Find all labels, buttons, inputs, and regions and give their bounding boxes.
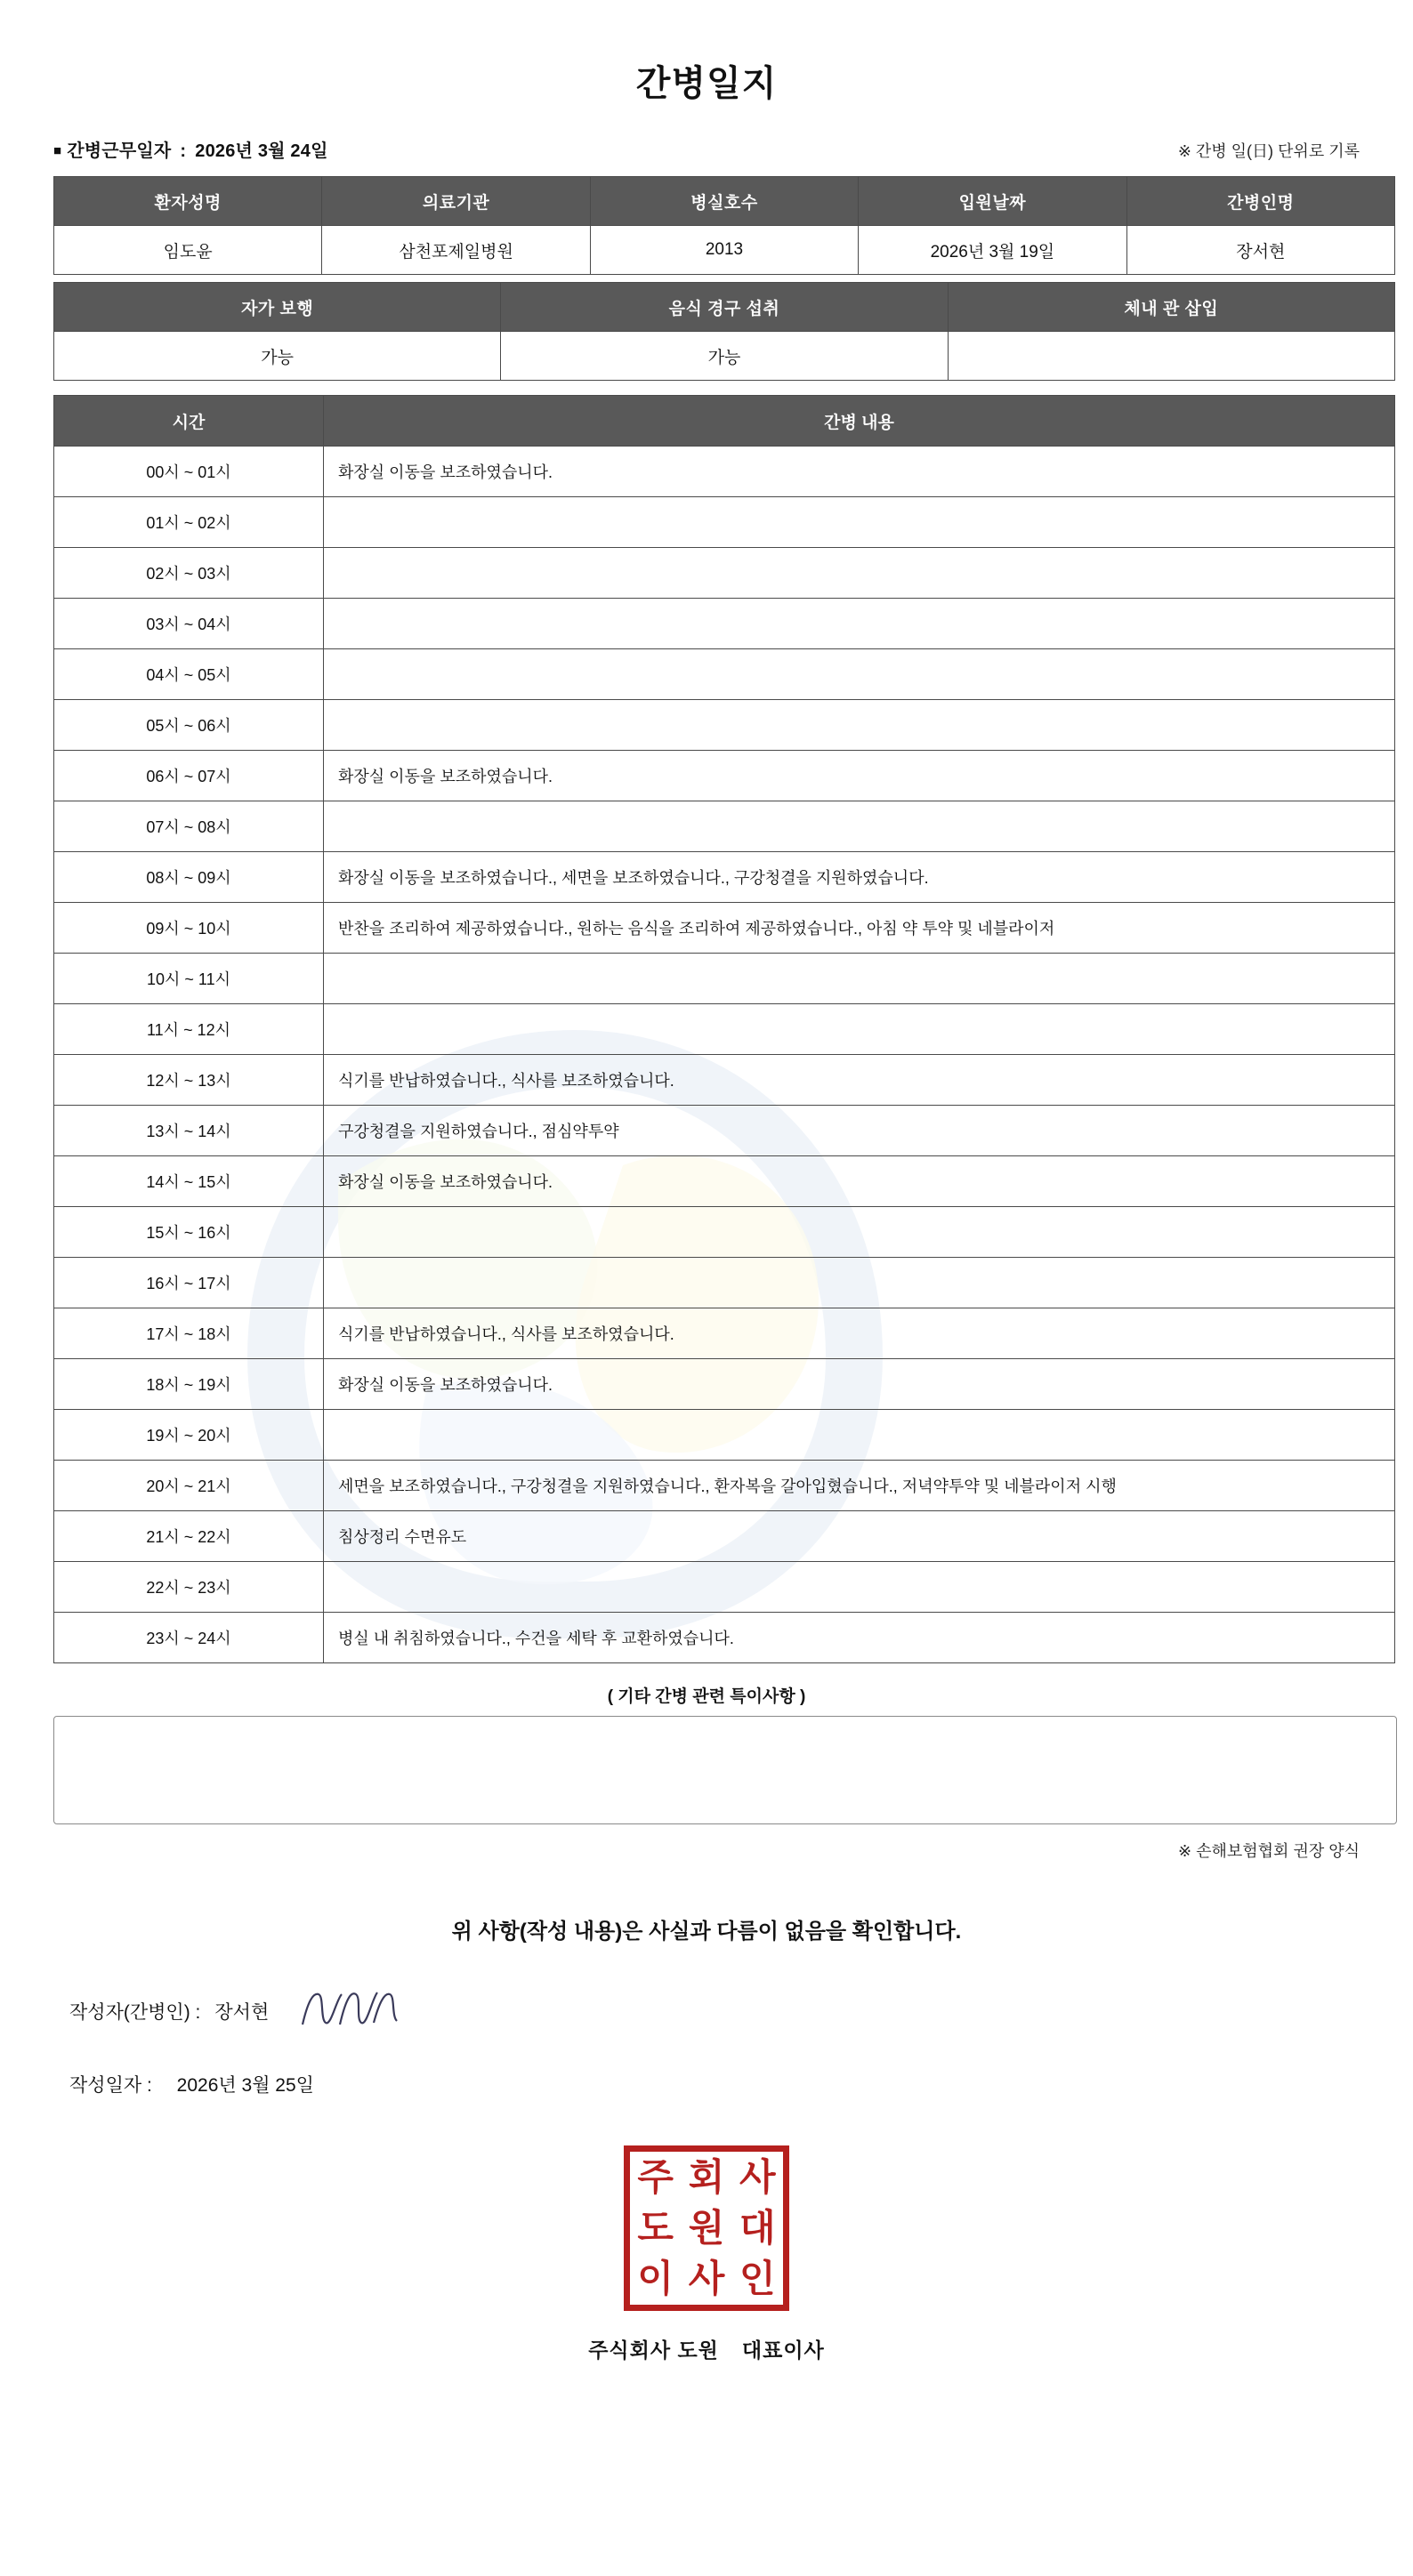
date-label: 작성일자 :	[69, 2075, 152, 2096]
care-time-cell: 23시 ~ 24시	[54, 1613, 324, 1663]
seal-char: 주	[637, 2155, 674, 2198]
care-time-cell: 17시 ~ 18시	[54, 1308, 324, 1359]
table-row	[54, 954, 1395, 1004]
table-row-header	[54, 177, 1395, 226]
care-note-cell[interactable]	[324, 599, 1395, 649]
table-row	[54, 497, 1395, 548]
author-signature-line	[69, 1987, 1377, 2035]
col-header-self-walking: 자가 보행	[54, 283, 501, 332]
care-note-cell[interactable]	[324, 1562, 1395, 1613]
table-row	[54, 1308, 1395, 1359]
table-row-header	[54, 396, 1395, 447]
care-note-cell[interactable]	[324, 700, 1395, 751]
table-row	[54, 226, 1395, 275]
care-time-cell: 07시 ~ 08시	[54, 801, 324, 852]
col-header-caregiver-name: 간병인명	[1126, 177, 1394, 226]
value-oral-intake: 가능	[501, 332, 948, 381]
col-header-tube-insertion: 체내 관 삽입	[948, 283, 1394, 332]
table-row	[54, 700, 1395, 751]
care-time-cell: 06시 ~ 07시	[54, 751, 324, 801]
table-row	[54, 649, 1395, 700]
care-time-cell: 09시 ~ 10시	[54, 903, 324, 954]
etc-textarea[interactable]	[53, 1716, 1397, 1824]
care-time-cell: 20시 ~ 21시	[54, 1461, 324, 1511]
care-note-cell[interactable]: 화장실 이동을 보조하였습니다., 세면을 보조하였습니다., 구강청결을 지원하였습니다.	[324, 852, 1395, 903]
care-note-cell[interactable]: 화장실 이동을 보조하였습니다.	[324, 1359, 1395, 1410]
work-date-value: 2026년 3월 24일	[195, 141, 328, 161]
company-line	[588, 2334, 825, 2363]
value-self-walking: 가능	[54, 332, 501, 381]
care-note-cell[interactable]: 구강청결을 지원하였습니다., 점심약투약	[324, 1106, 1395, 1156]
care-time-cell: 08시 ~ 09시	[54, 852, 324, 903]
seal-char: 원	[688, 2206, 725, 2249]
care-time-cell: 11시 ~ 12시	[54, 1004, 324, 1055]
seal-char: 회	[688, 2155, 725, 2198]
table-row	[54, 447, 1395, 497]
bullet-square-icon: ■	[53, 143, 62, 158]
care-time-cell: 10시 ~ 11시	[54, 954, 324, 1004]
table-row	[54, 751, 1395, 801]
care-note-cell[interactable]: 침상정리 수면유도	[324, 1511, 1395, 1562]
care-time-cell: 21시 ~ 22시	[54, 1511, 324, 1562]
care-note-cell[interactable]	[324, 548, 1395, 599]
seal-char: 인	[739, 2258, 776, 2300]
care-time-cell: 18시 ~ 19시	[54, 1359, 324, 1410]
work-date-label: 간병근무일자	[67, 141, 172, 161]
work-date-block	[53, 136, 328, 162]
care-note-cell[interactable]	[324, 1004, 1395, 1055]
seal-char: 이	[637, 2258, 674, 2300]
handwritten-signature-icon	[295, 1984, 411, 2032]
col-header-time: 시간	[54, 396, 324, 447]
author-label: 작성자(간병인) :	[69, 2002, 201, 2023]
care-note-cell[interactable]	[324, 649, 1395, 700]
seal-char: 사	[739, 2155, 776, 2198]
value-room-number: 2013	[590, 226, 858, 275]
meta-row	[53, 136, 1360, 162]
care-time-cell: 16시 ~ 17시	[54, 1258, 324, 1308]
care-log-table	[53, 395, 1395, 1663]
care-time-cell: 02시 ~ 03시	[54, 548, 324, 599]
care-note-cell[interactable]: 반찬을 조리하여 제공하였습니다., 원하는 음식을 조리하여 제공하였습니다., 아침 약 투약 및 네블라이저	[324, 903, 1395, 954]
care-time-cell: 14시 ~ 15시	[54, 1156, 324, 1207]
table-row	[54, 1562, 1395, 1613]
table-row-header	[54, 283, 1395, 332]
care-time-cell: 13시 ~ 14시	[54, 1106, 324, 1156]
table-row	[54, 1207, 1395, 1258]
etc-title: ( 기타 간병 관련 특이사항 )	[607, 1687, 806, 1706]
table-row	[54, 1004, 1395, 1055]
value-tube-insertion	[948, 332, 1394, 381]
col-header-room-number: 병실호수	[590, 177, 858, 226]
care-time-cell: 04시 ~ 05시	[54, 649, 324, 700]
company-role: 대표이사	[741, 2339, 825, 2362]
care-time-cell: 15시 ~ 16시	[54, 1207, 324, 1258]
table-row	[54, 599, 1395, 649]
care-time-cell: 01시 ~ 02시	[54, 497, 324, 548]
table-row	[54, 1461, 1395, 1511]
condition-table	[53, 282, 1395, 381]
care-note-cell[interactable]	[324, 497, 1395, 548]
value-admission-date: 2026년 3월 19일	[859, 226, 1126, 275]
value-caregiver-name: 장서현	[1126, 226, 1394, 275]
association-note: ※ 손해보험협회 권장 양식	[1178, 1842, 1360, 1860]
company-name: 주식회사 도원	[588, 2339, 719, 2362]
care-note-cell[interactable]	[324, 1258, 1395, 1308]
table-row	[54, 801, 1395, 852]
seal-char: 대	[739, 2206, 776, 2249]
table-row	[54, 852, 1395, 903]
col-header-patient-name: 환자성명	[54, 177, 322, 226]
date-value: 2026년 3월 25일	[176, 2075, 314, 2096]
table-row	[54, 903, 1395, 954]
col-header-care-content: 간병 내용	[324, 396, 1395, 447]
care-time-cell: 05시 ~ 06시	[54, 700, 324, 751]
table-row	[54, 1359, 1395, 1410]
stamp-area	[36, 2145, 1377, 2399]
care-time-cell: 12시 ~ 13시	[54, 1055, 324, 1106]
care-note-cell[interactable]	[324, 1207, 1395, 1258]
table-row	[54, 1613, 1395, 1663]
table-row	[54, 1106, 1395, 1156]
table-row	[54, 1511, 1395, 1562]
patient-info-table	[53, 176, 1395, 275]
unit-note: ※ 간병 일(日) 단위로 기록	[1177, 142, 1360, 160]
care-note-cell[interactable]	[324, 801, 1395, 852]
table-row	[54, 332, 1395, 381]
col-header-admission-date: 입원날짜	[859, 177, 1126, 226]
col-header-hospital: 의료기관	[322, 177, 590, 226]
care-note-cell[interactable]: 화장실 이동을 보조하였습니다.	[324, 1156, 1395, 1207]
care-note-cell[interactable]	[324, 1410, 1395, 1461]
care-note-cell[interactable]: 화장실 이동을 보조하였습니다.	[324, 751, 1395, 801]
table-row	[54, 1055, 1395, 1106]
table-row	[54, 1156, 1395, 1207]
seal-char: 도	[637, 2206, 674, 2249]
care-note-cell[interactable]: 식기를 반납하였습니다., 식사를 보조하였습니다.	[324, 1055, 1395, 1106]
care-time-cell: 19시 ~ 20시	[54, 1410, 324, 1461]
value-hospital: 삼천포제일병원	[322, 226, 590, 275]
care-note-cell[interactable]: 세면을 보조하였습니다., 구강청결을 지원하였습니다., 환자복을 갈아입혔습니다., 저녁약투약 및 네블라이저 시행	[324, 1461, 1395, 1511]
care-note-cell[interactable]: 식기를 반납하였습니다., 식사를 보조하였습니다.	[324, 1308, 1395, 1359]
table-row	[54, 1410, 1395, 1461]
care-note-cell[interactable]	[324, 954, 1395, 1004]
author-date-line	[69, 2071, 1377, 2097]
care-note-cell[interactable]: 병실 내 취침하였습니다., 수건을 세탁 후 교환하였습니다.	[324, 1613, 1395, 1663]
care-time-cell: 22시 ~ 23시	[54, 1562, 324, 1613]
care-note-cell[interactable]: 화장실 이동을 보조하였습니다.	[324, 447, 1395, 497]
work-date-separator: :	[180, 141, 187, 161]
page-title: 간병일지	[635, 64, 778, 103]
value-patient-name: 임도윤	[54, 226, 322, 275]
confirmation-text: 위 사항(작성 내용)은 사실과 다름이 없음을 확인합니다.	[451, 1920, 962, 1944]
care-time-cell: 00시 ~ 01시	[54, 447, 324, 497]
care-time-cell: 03시 ~ 04시	[54, 599, 324, 649]
author-name: 장서현	[214, 2002, 270, 2023]
company-seal-icon	[624, 2145, 789, 2311]
col-header-oral-intake: 음식 경구 섭취	[501, 283, 948, 332]
table-row	[54, 1258, 1395, 1308]
table-row	[54, 548, 1395, 599]
seal-char: 사	[688, 2258, 725, 2300]
